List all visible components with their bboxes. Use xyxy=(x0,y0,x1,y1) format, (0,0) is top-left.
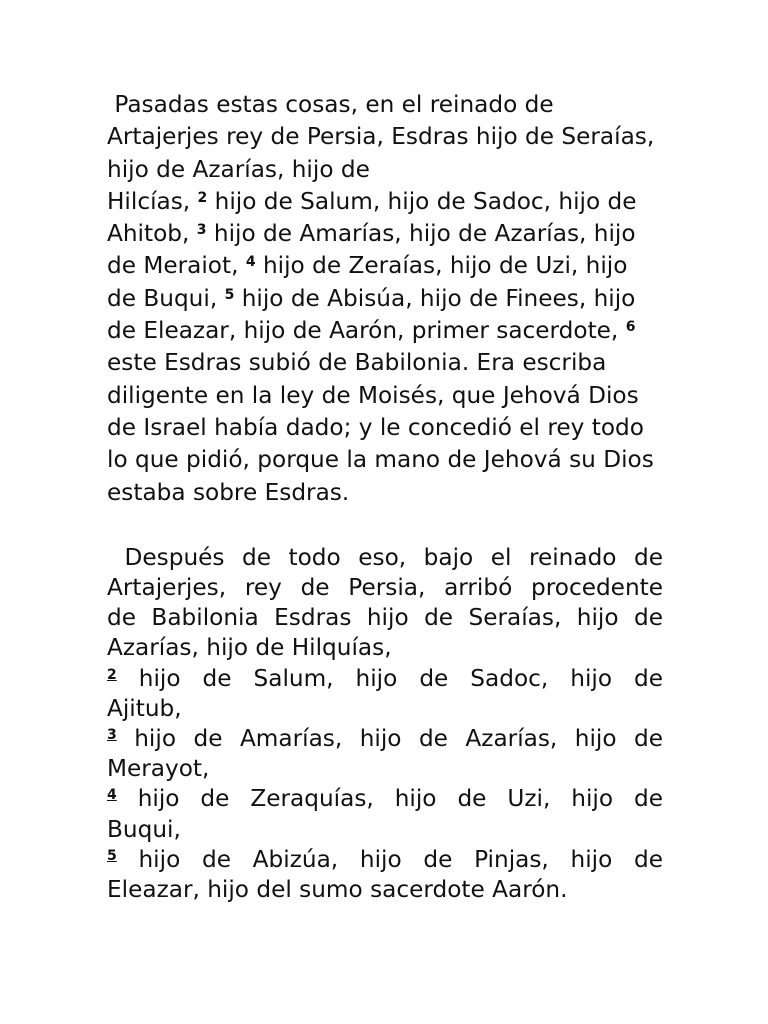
text-line: Azarías, hijo de Hilquías, xyxy=(107,634,392,662)
verse-number: 2 xyxy=(197,189,208,206)
text-line: Ajitub, xyxy=(107,694,182,722)
verse-text: hijo de Salum, hijo de Sadoc, hijo de xyxy=(138,664,664,692)
verse-number: 4 xyxy=(107,787,117,804)
verse-number: 5 xyxy=(107,847,117,864)
verse-number: 5 xyxy=(224,286,235,303)
document-page xyxy=(107,89,663,905)
verse-text: hijo de Abisúa, hijo de Finees, hijo de Eleazar, hijo de Aarón, primer sacerdote, xyxy=(107,284,636,345)
text-line xyxy=(107,784,663,814)
paragraph-two xyxy=(107,543,663,905)
verse-number: 2 xyxy=(107,666,117,683)
verse-text: hijo de Zeraquías, hijo de Uzi, hijo de xyxy=(137,785,663,813)
text-line xyxy=(107,664,663,694)
text-line xyxy=(107,543,663,573)
verse-text: hijo de Salum, hijo de Sadoc, hijo de Ahitob, xyxy=(107,187,637,248)
verse-text: este Esdras subió de Babilonia. Era escriba diligente en la ley de Moisés, que Jehová Dios de Israel había dado; y le concedió el rey todo lo que pidió, porque la mano de Jehová su Dios estaba sobre Esdras. xyxy=(107,349,654,506)
paragraph-one xyxy=(107,89,663,509)
verse-number: 3 xyxy=(196,222,207,239)
text-line: Eleazar, hijo del sumo sacerdote Aarón. xyxy=(107,876,568,904)
intro-text: Pasadas estas cosas, en el reinado de Artajerjes rey de Persia, Esdras hijo de Seraías, hijo de Azarías, hijo de xyxy=(107,91,655,183)
text-line xyxy=(107,724,663,754)
verse-text: hijo de Abizúa, hijo de Pinjas, hijo de xyxy=(138,845,663,873)
text-line xyxy=(107,845,663,875)
verse-number: 4 xyxy=(245,254,256,271)
text-line: Buqui, xyxy=(107,815,181,843)
verse-number: 6 xyxy=(625,319,636,336)
text-line: de Babilonia Esdras hijo de Seraías, hijo de xyxy=(107,604,663,632)
line-text: Después de todo eso, bajo el reinado de xyxy=(124,543,664,571)
verse-number: 3 xyxy=(107,727,117,744)
verse-text: hijo de Amarías, hijo de Azarías, hijo de Meraiot, xyxy=(107,220,636,280)
verse-text: hijo de Amarías, hijo de Azarías, hijo de xyxy=(134,725,663,753)
verse-text: hijo de Zeraías, hijo de Uzi, hijo de Buqui, xyxy=(107,252,628,312)
text-line: Artajerjes, rey de Persia, arribó procedente xyxy=(107,574,663,602)
text-line: Merayot, xyxy=(107,755,210,783)
intro-end-text: Hilcías, xyxy=(107,187,191,215)
